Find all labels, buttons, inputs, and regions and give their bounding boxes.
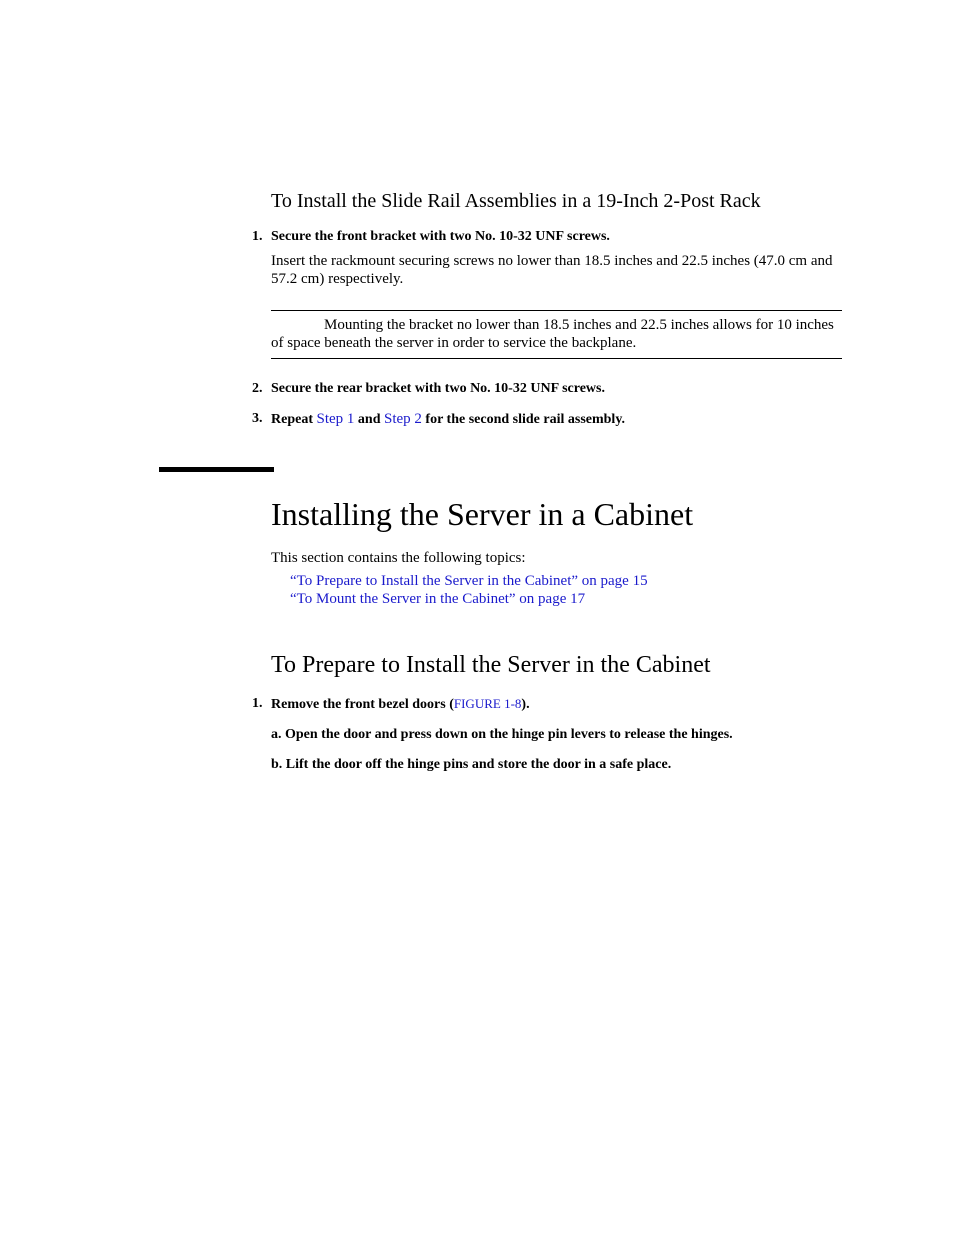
step-text-pre: Remove the front bezel doors (	[271, 697, 454, 712]
step-text: Secure the rear bracket with two No. 10-32 UNF screws.	[271, 381, 605, 396]
step-text-post: ).	[521, 697, 530, 712]
step-1-body: Insert the rackmount securing screws no lower than 18.5 inches and 22.5 inches (47.0 cm and 57.2 cm) respectively.	[271, 253, 833, 287]
step-number: 1.	[252, 229, 263, 244]
section-heading-cabinet: Installing the Server in a Cabinet	[271, 496, 694, 532]
note-text: Mounting the bracket no lower than 18.5 inches and 22.5 inches allows for 10 inches of space beneath the server in order to service the backplane.	[271, 317, 834, 351]
topic-link-mount[interactable]: “To Mount the Server in the Cabinet” on page 17	[290, 591, 586, 607]
step-remove-doors	[252, 696, 530, 713]
step-1-link[interactable]: Step 1	[316, 411, 355, 427]
section-heading-slide-rail: To Install the Slide Rail Assemblies in a 19-Inch 2-Post Rack	[271, 190, 761, 212]
step-text-pre: Repeat	[271, 412, 313, 427]
substep-b: b. Lift the door off the hinge pins and store the door in a safe place.	[271, 757, 672, 772]
figure-link[interactable]: FIGURE 1-8	[453, 696, 522, 711]
step-2	[252, 381, 605, 397]
step-number: 1.	[252, 696, 263, 711]
substep-a: a. Open the door and press down on the hinge pin levers to release the hinges.	[271, 727, 733, 742]
step-number: 2.	[252, 381, 263, 396]
section-heading-prepare: To Prepare to Install the Server in the Cabinet	[271, 652, 711, 678]
step-text: Secure the front bracket with two No. 10-32 UNF screws.	[271, 229, 610, 244]
step-number: 3.	[252, 411, 263, 426]
step-text-mid: and	[357, 412, 381, 427]
topic-link-prepare[interactable]: “To Prepare to Install the Server in the Cabinet” on page 15	[290, 573, 648, 589]
note-top-rule	[271, 310, 842, 311]
step-text-post: for the second slide rail assembly.	[425, 412, 626, 427]
section-intro: This section contains the following topics:	[271, 550, 526, 566]
note-bottom-rule	[271, 358, 842, 359]
step-3	[252, 411, 626, 428]
step-1	[252, 229, 610, 245]
section-bar	[159, 467, 274, 472]
step-2-link[interactable]: Step 2	[384, 411, 422, 427]
